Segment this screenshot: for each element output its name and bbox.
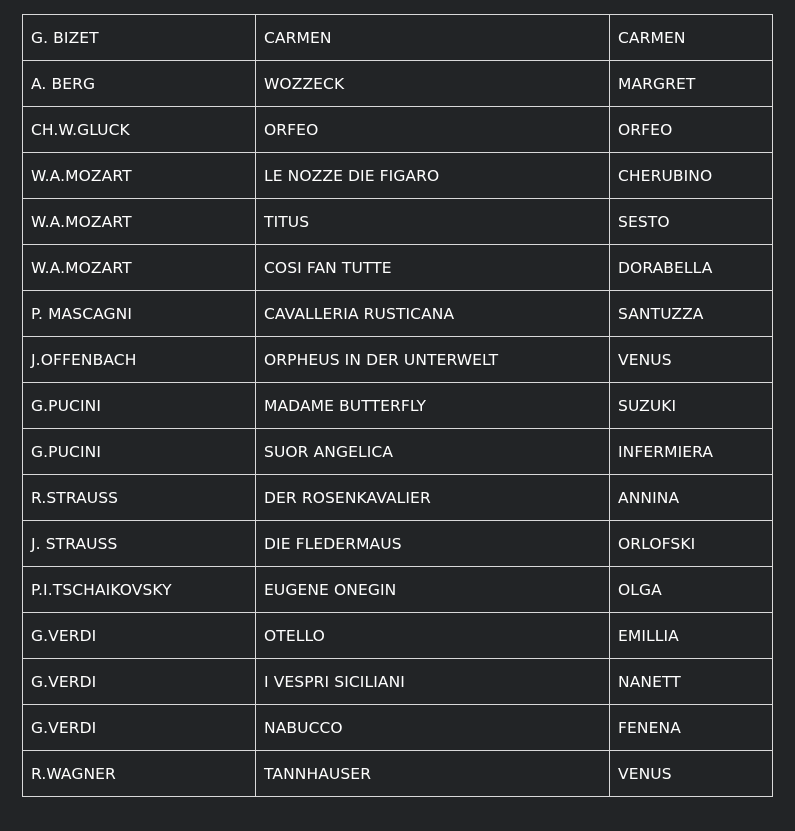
table-row [23, 199, 773, 245]
opera-cell: TANNHAUSER [256, 751, 610, 797]
opera-cell: CARMEN [256, 15, 610, 61]
role-cell: VENUS [610, 751, 773, 797]
opera-cell: COSI FAN TUTTE [256, 245, 610, 291]
role-cell: CHERUBINO [610, 153, 773, 199]
table-row [23, 475, 773, 521]
table-body [23, 15, 773, 797]
role-cell: NANETT [610, 659, 773, 705]
table-row [23, 337, 773, 383]
role-cell: CARMEN [610, 15, 773, 61]
table-row [23, 705, 773, 751]
table-row [23, 751, 773, 797]
role-cell: ANNINA [610, 475, 773, 521]
opera-cell: LE NOZZE DIE FIGARO [256, 153, 610, 199]
composer-cell: G.PUCINI [23, 383, 256, 429]
table-row [23, 659, 773, 705]
composer-cell: A. BERG [23, 61, 256, 107]
opera-cell: OTELLO [256, 613, 610, 659]
composer-cell: W.A.MOZART [23, 199, 256, 245]
table-row [23, 567, 773, 613]
table-row [23, 245, 773, 291]
table-row [23, 15, 773, 61]
role-cell: EMILLIA [610, 613, 773, 659]
opera-cell: NABUCCO [256, 705, 610, 751]
role-cell: VENUS [610, 337, 773, 383]
composer-cell: P.I.TSCHAIKOVSKY [23, 567, 256, 613]
composer-cell: G.VERDI [23, 659, 256, 705]
opera-cell: TITUS [256, 199, 610, 245]
table-row [23, 61, 773, 107]
opera-cell: WOZZECK [256, 61, 610, 107]
composer-cell: G.PUCINI [23, 429, 256, 475]
opera-cell: DER ROSENKAVALIER [256, 475, 610, 521]
repertoire-table [22, 14, 773, 797]
table-row [23, 383, 773, 429]
opera-cell: SUOR ANGELICA [256, 429, 610, 475]
role-cell: ORFEO [610, 107, 773, 153]
composer-cell: W.A.MOZART [23, 245, 256, 291]
composer-cell: CH.W.GLUCK [23, 107, 256, 153]
composer-cell: G.VERDI [23, 705, 256, 751]
table-row [23, 291, 773, 337]
role-cell: DORABELLA [610, 245, 773, 291]
composer-cell: R.STRAUSS [23, 475, 256, 521]
table-row [23, 521, 773, 567]
role-cell: MARGRET [610, 61, 773, 107]
composer-cell: W.A.MOZART [23, 153, 256, 199]
composer-cell: J. STRAUSS [23, 521, 256, 567]
composer-cell: G. BIZET [23, 15, 256, 61]
opera-cell: I VESPRI SICILIANI [256, 659, 610, 705]
role-cell: FENENA [610, 705, 773, 751]
opera-cell: DIE FLEDERMAUS [256, 521, 610, 567]
composer-cell: R.WAGNER [23, 751, 256, 797]
composer-cell: P. MASCAGNI [23, 291, 256, 337]
composer-cell: G.VERDI [23, 613, 256, 659]
table-row [23, 613, 773, 659]
role-cell: SUZUKI [610, 383, 773, 429]
opera-cell: EUGENE ONEGIN [256, 567, 610, 613]
opera-cell: ORPHEUS IN DER UNTERWELT [256, 337, 610, 383]
composer-cell: J.OFFENBACH [23, 337, 256, 383]
table-row [23, 429, 773, 475]
role-cell: OLGA [610, 567, 773, 613]
table-row [23, 107, 773, 153]
opera-cell: ORFEO [256, 107, 610, 153]
role-cell: SESTO [610, 199, 773, 245]
table-row [23, 153, 773, 199]
opera-cell: CAVALLERIA RUSTICANA [256, 291, 610, 337]
role-cell: ORLOFSKI [610, 521, 773, 567]
opera-cell: MADAME BUTTERFLY [256, 383, 610, 429]
role-cell: SANTUZZA [610, 291, 773, 337]
role-cell: INFERMIERA [610, 429, 773, 475]
